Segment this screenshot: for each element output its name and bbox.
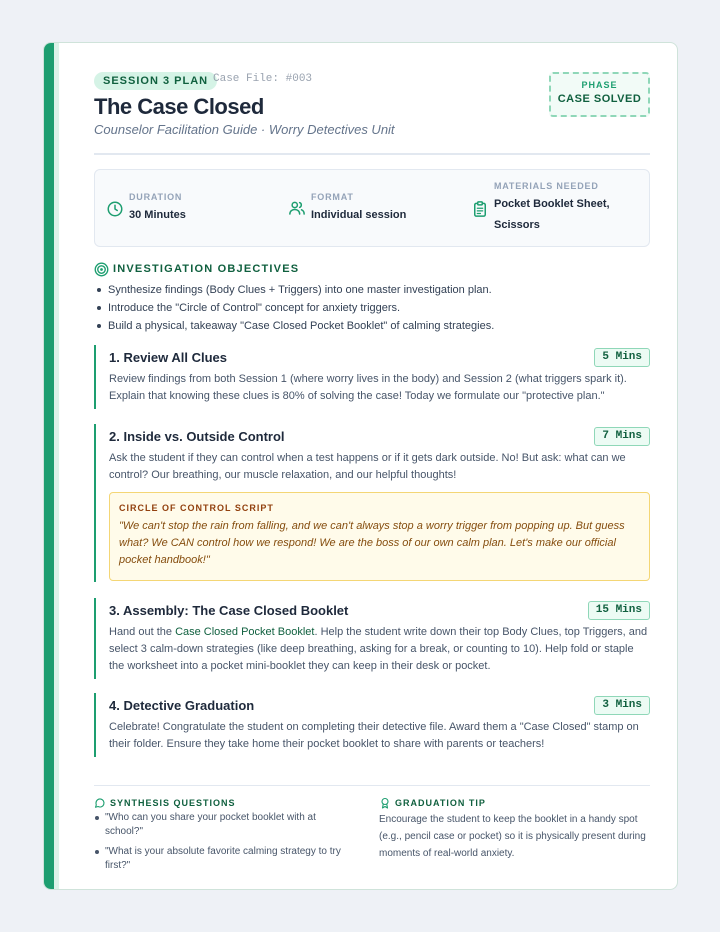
step-title: 4. Detective Graduation (109, 698, 255, 713)
graduation-tip-text: Encourage the student to keep the booklet in a handy spot (e.g., pencil case or pocket) so it is physically present during moments of real-world anxiety. (379, 814, 646, 859)
page-subtitle: Counselor Facilitation Guide · Worry Detectives Unit (94, 122, 395, 137)
list-item: "Who can you share your pocket booklet with at school?" (94, 811, 354, 839)
duration-value: 30 Minutes (129, 209, 186, 221)
step-body: Ask the student if they can control when a test happens or if it gets dark outside. No! But ask: what can we control? Our breathing, our muscle relaxation, and our helpful thoughts! (109, 452, 626, 481)
header-divider (94, 153, 650, 155)
synthesis-questions-title: SYNTHESIS QUESTIONS (110, 798, 236, 808)
duration-label: DURATION (129, 192, 183, 202)
format-value: Individual session (311, 209, 407, 221)
materials-value-line1: Pocket Booklet Sheet, (494, 198, 610, 210)
plan-card (43, 42, 678, 890)
list-item: "What is your absolute favorite calming strategy to try first?" (94, 845, 354, 873)
accent-bar (44, 43, 54, 889)
step-body: Celebrate! Congratulate the student on completing their detective file. Award them a "Case Closed" stamp on their folder. Ensure they take home their pocket booklet to share with parents or teachers! (109, 721, 639, 750)
page-title: The Case Closed (94, 94, 264, 119)
phase-value: CASE SOLVED (557, 93, 642, 105)
accent-bar-light (54, 43, 59, 889)
list-item: Synthesize findings (Body Clues + Triggers) into one master investigation plan. (94, 281, 650, 299)
booklet-highlight: Case Closed Pocket Booklet (175, 626, 315, 638)
objectives-list (94, 281, 650, 335)
award-icon (379, 797, 391, 809)
time-badge: 5 Mins (594, 348, 650, 367)
circle-of-control-script (109, 492, 650, 581)
materials-info (471, 170, 649, 248)
time-badge: 15 Mins (588, 601, 650, 620)
step-review-clues (94, 345, 650, 409)
phase-box (549, 72, 650, 117)
graduation-tip-title: GRADUATION TIP (395, 798, 486, 808)
duration-info (106, 170, 266, 248)
step-title: 3. Assembly: The Case Closed Booklet (109, 603, 349, 618)
step-body (109, 624, 649, 675)
step-inside-outside-control (94, 424, 650, 582)
time-badge: 7 Mins (594, 427, 650, 446)
users-icon (288, 199, 306, 217)
chat-bubble-icon (94, 797, 106, 809)
step-detective-graduation (94, 693, 650, 757)
time-badge: 3 Mins (594, 696, 650, 715)
list-item: Build a physical, takeaway "Case Closed Pocket Booklet" of calming strategies. (94, 317, 650, 335)
script-text: "We can't stop the rain from falling, and we can't always stop a worry trigger from popping up. But guess what? We CAN control how we respond! We are the boss of our own calm plan. Let's make our official pocket handbook!" (119, 520, 625, 566)
materials-value-line2: Scissors (494, 219, 540, 231)
step-body: Review findings from both Session 1 (where worry lives in the body) and Session 2 (what triggers spark it). Explain that knowing these clues is 80% of solving the case! Today we formulate our "protective plan." (109, 373, 627, 402)
clock-icon (106, 200, 124, 218)
format-info (288, 170, 458, 248)
case-file-number: Case File: #003 (213, 73, 313, 85)
format-label: FORMAT (311, 192, 354, 202)
list-item: Introduce the "Circle of Control" concept for anxiety triggers. (94, 299, 650, 317)
session-badge: SESSION 3 PLAN (94, 72, 217, 90)
step-body-text: Hand out the (109, 626, 176, 638)
session-info-box (94, 169, 650, 247)
phase-label: PHASE (581, 80, 618, 90)
materials-label: MATERIALS NEEDED (494, 181, 599, 191)
footer-divider (94, 785, 650, 786)
target-icon (94, 262, 109, 277)
objectives-title: INVESTIGATION OBJECTIVES (113, 263, 300, 275)
synthesis-questions-list (94, 811, 354, 879)
clipboard-icon (471, 200, 489, 218)
step-title: 1. Review All Clues (109, 350, 228, 365)
step-title: 2. Inside vs. Outside Control (109, 429, 285, 444)
step-assembly-booklet (94, 598, 650, 679)
step-body-text: . Help the student write down their top Body Clues, top Triggers, and select 3 calm-down strategies (like deep breathing, asking for a break, or counting to 10). Help fold or staple the worksheet into a pocket mini-booklet they can keep in their desk or pocket. (109, 626, 648, 672)
script-label: CIRCLE OF CONTROL SCRIPT (119, 503, 274, 513)
